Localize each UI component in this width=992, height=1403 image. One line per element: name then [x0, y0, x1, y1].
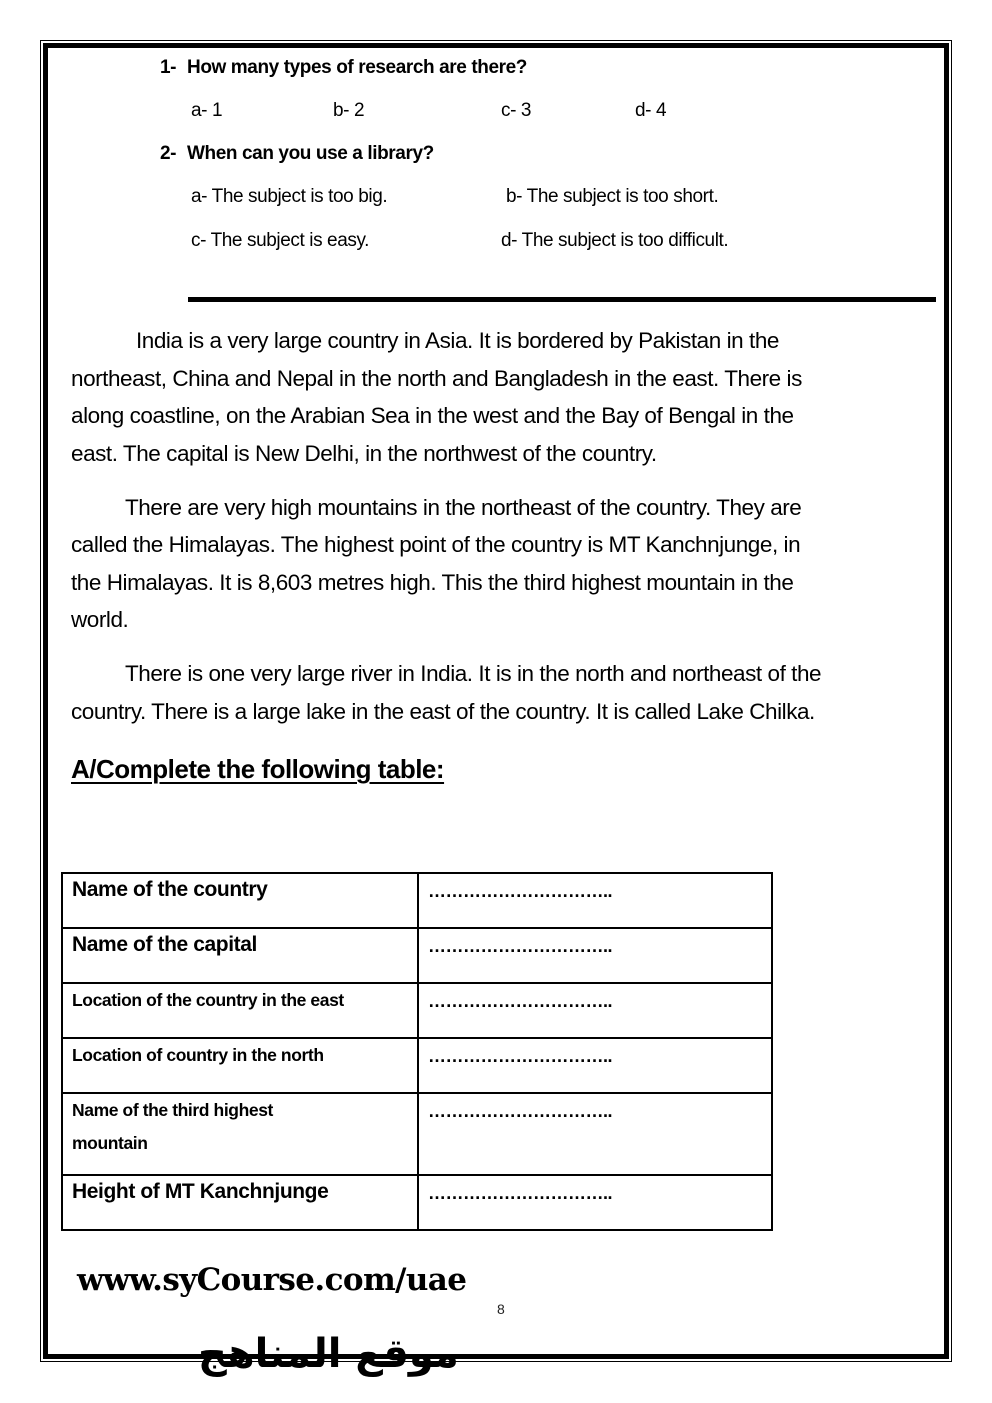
paragraph-line: country. There is a large lake in the east of the country. It is called Lake Chilka.	[71, 699, 815, 724]
row-label: Location of country in the north	[62, 1038, 418, 1093]
exercise-heading: A/Complete the following table:	[71, 754, 445, 784]
table-row	[62, 1175, 772, 1230]
paragraph-line: world.	[71, 607, 129, 632]
paragraph-line: east. The capital is New Delhi, in the northwest of the country.	[71, 441, 657, 466]
answer-blank[interactable]: …………………………..	[418, 983, 772, 1038]
paragraph-line: along coastline, on the Arabian Sea in the west and the Bay of Bengal in the	[71, 403, 794, 428]
q2-option-b[interactable]: b- The subject is too short.	[506, 186, 719, 207]
question-2	[160, 143, 434, 165]
q2-option-c[interactable]: c- The subject is easy.	[191, 230, 370, 251]
paragraph-line: the Himalayas. It is 8,603 metres high. This the third highest mountain in the	[71, 570, 794, 595]
row-label: Name of the country	[62, 873, 418, 928]
row-label: Height of MT Kanchnjunge	[62, 1175, 418, 1230]
answer-blank[interactable]: …………………………..	[418, 928, 772, 983]
q2-option-a[interactable]: a- The subject is too big.	[191, 186, 388, 207]
table-row	[62, 1038, 772, 1093]
fill-in-table	[61, 872, 773, 1231]
answer-blank[interactable]: …………………………..	[418, 1175, 772, 1230]
q2-option-d[interactable]: d- The subject is too difficult.	[501, 230, 729, 251]
paragraph-line: India is a very large country in Asia. It is bordered by Pakistan in the	[136, 328, 779, 353]
row-label: Name of the capital	[62, 928, 418, 983]
row-label: Location of the country in the east	[62, 983, 418, 1038]
row-label-line: mountain	[72, 1133, 148, 1153]
q1-option-c[interactable]: c- 3	[501, 100, 532, 121]
row-label	[62, 1093, 418, 1175]
question-number: 2-	[160, 143, 177, 164]
page-number: 8	[497, 1301, 505, 1317]
question-number: 1-	[160, 57, 177, 78]
answer-blank[interactable]: …………………………..	[418, 873, 772, 928]
watermark-url: www.syCourse.com/uae	[77, 1262, 467, 1298]
row-label-line: Name of the third highest	[72, 1100, 273, 1120]
q1-option-a[interactable]: a- 1	[191, 100, 223, 121]
table-row	[62, 928, 772, 983]
q1-option-d[interactable]: d- 4	[635, 100, 667, 121]
paragraph-line: northeast, China and Nepal in the north and Bangladesh in the east. There is	[71, 366, 802, 391]
question-text: When can you use a library?	[187, 143, 434, 164]
arabic-watermark: موقع المناهج	[198, 1331, 459, 1377]
answer-blank[interactable]: …………………………..	[418, 1093, 772, 1175]
question-text: How many types of research are there?	[187, 57, 528, 78]
paragraph-line: called the Himalayas. The highest point of the country is MT Kanchnjunge, in	[71, 532, 801, 557]
table-row	[62, 983, 772, 1038]
table-row	[62, 1093, 772, 1175]
paragraph-line: There is one very large river in India. It is in the north and northeast of the	[125, 661, 822, 686]
q1-option-b[interactable]: b- 2	[333, 100, 365, 121]
section-divider	[188, 297, 936, 302]
question-1	[160, 57, 527, 79]
table-row	[62, 873, 772, 928]
answer-blank[interactable]: …………………………..	[418, 1038, 772, 1093]
paragraph-line: There are very high mountains in the northeast of the country. They are	[125, 495, 802, 520]
